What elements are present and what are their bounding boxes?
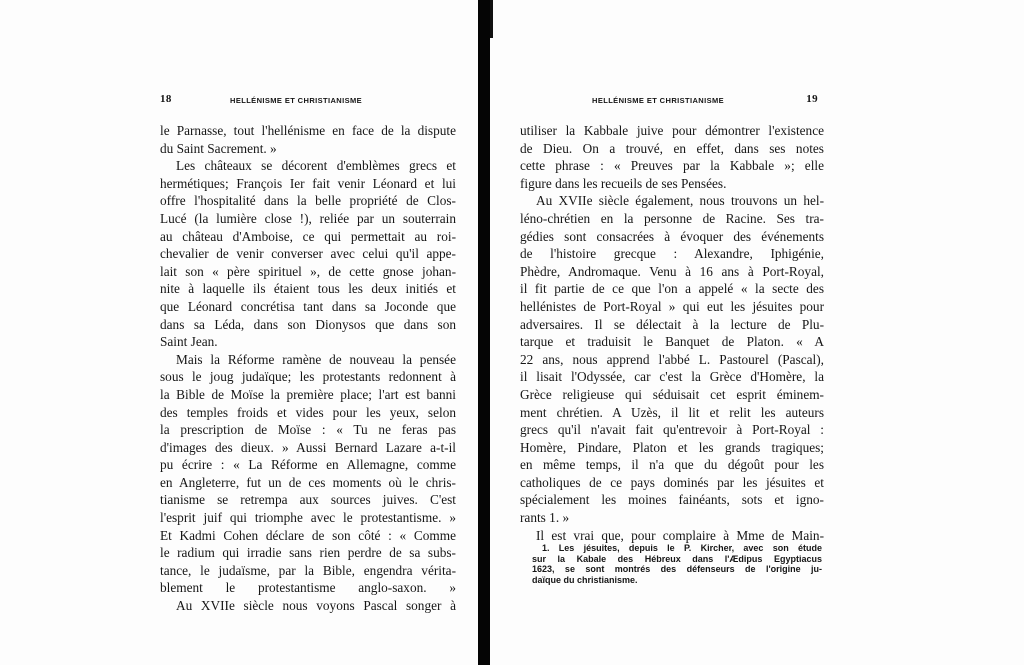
left-running-head xyxy=(150,93,470,112)
gutter-shadow xyxy=(490,0,493,38)
text-line: il fit partie de ce que l'on a appelé « la secte des xyxy=(520,281,824,297)
right-page-number: 19 xyxy=(806,93,818,105)
footnote xyxy=(532,543,822,585)
text-line: Mais la Réforme ramène de nouveau la pensée xyxy=(176,351,456,367)
text-line: au château d'Amboise, ce qui permettait au roi- xyxy=(160,228,456,244)
text-line: en Angleterre, fut un de ces moments où le chris- xyxy=(160,474,456,490)
text-line: blement le protestantisme anglo-saxon. » xyxy=(160,580,456,596)
text-line: grecs qu'il n'avait fait qu'entrevoir à Port-Royal : xyxy=(520,422,824,438)
left-page-number: 18 xyxy=(160,93,172,105)
right-body-text xyxy=(520,122,824,544)
footnote-line: 1623, se sont montrés des défenseurs de l'origine ju- xyxy=(532,564,822,575)
left-running-title: HELLÉNISME ET CHRISTIANISME xyxy=(230,96,363,105)
text-line: l'esprit juif qui triomphe avec le protestantisme. » xyxy=(160,510,456,526)
text-line: léno-chrétien en la personne de Racine. Ses tra- xyxy=(520,210,824,226)
text-line: Et Kadmi Cohen déclare de son côté : « Comme xyxy=(160,527,456,543)
text-line: gédies sont consacrées à évoquer des événements xyxy=(520,228,824,244)
book-gutter xyxy=(478,0,490,665)
text-line: utiliser la Kabbale juive pour démontrer l'existence xyxy=(520,123,824,138)
text-line: lait son « père spirituel », de cette gnose johan- xyxy=(160,263,456,279)
text-line: dans sa Léda, dans son Dionysos que dans son xyxy=(160,316,456,332)
right-running-head xyxy=(512,93,828,112)
text-line: adversaires. Il se délectait à la lecture de Plu- xyxy=(520,316,824,332)
text-line: d'images des dieux. » Aussi Bernard Lazare a-t-il xyxy=(160,439,456,455)
text-line: Grèce religieuse qui séduisait cet esprit éminem- xyxy=(520,386,824,402)
footnote-line: 1. Les jésuites, depuis le P. Kircher, avec son étude xyxy=(542,543,822,553)
text-line: hellénistes de Port-Royal » qui eut les jésuites pour xyxy=(520,298,824,314)
text-line: Au XVIIe siècle également, nous trouvons un hel- xyxy=(536,193,824,209)
text-line: le radium qui irradie sans rien perdre de sa subs- xyxy=(160,545,456,561)
text-line: hermétiques; François Ier fait venir Léonard et lui xyxy=(160,175,456,191)
text-line: 22 ans, nous apprend l'abbé L. Pastourel (Pascal), xyxy=(520,351,824,367)
text-line: tianisme se retrempa aux sources juives. C'est xyxy=(160,492,456,508)
right-running-title: HELLÉNISME ET CHRISTIANISME xyxy=(592,96,725,105)
text-line: sous le joug judaïque; les protestants redonnent à xyxy=(160,369,456,385)
text-line: Il est vrai que, pour complaire à Mme de Main- xyxy=(536,527,824,543)
text-line: cette phrase : « Preuves par la Kabbale »; elle xyxy=(520,158,824,174)
text-line: Phèdre, Andromaque. Venu à 16 ans à Port-Royal, xyxy=(520,263,824,279)
text-line: de Dieu. On a trouvé, en effet, dans ses notes xyxy=(520,140,824,156)
text-line: ment chrétien. A Uzès, il lit et relit les auteurs xyxy=(520,404,824,420)
text-line: offre l'hospitalité dans la belle propriété de Clos- xyxy=(160,193,456,209)
text-line: le Parnasse, tout l'hellénisme en face de la dispute xyxy=(160,123,456,138)
text-line: que Léonard concrétisa tant dans sa Joconde que xyxy=(160,298,456,314)
text-line: Lucé (la lumière close !), reliée par un souterrain xyxy=(160,210,456,226)
text-line: Homère, Pindare, Platon et les grands tragiques; xyxy=(520,439,824,455)
footnote-line: daïque du christianisme. xyxy=(532,574,638,585)
text-line: il lisait l'Odyssée, car c'est la Grèce d'Homère, la xyxy=(520,369,824,385)
text-line: tance, le judaïsme, par la Bible, engendra vérita- xyxy=(160,562,456,578)
text-line: rants 1. » xyxy=(520,510,570,526)
text-line: chevalier de venir converser avec celui qu'il appe- xyxy=(160,246,456,262)
text-line: nite à laquelle ils étaient tous les deux initiés et xyxy=(160,281,456,297)
footnote-line: sur la Kabale des Hébreux dans l'Ædipus Egyptiacus xyxy=(532,553,822,564)
left-body-text xyxy=(160,122,456,615)
text-line: figure dans les recueils de ses Pensées. xyxy=(520,175,727,191)
text-line: de l'histoire grecque : Alexandre, Iphigénie, xyxy=(520,246,824,262)
text-line: des temples froids et vides pour les yeux, selon xyxy=(160,404,456,420)
text-line: spécialement les moines fainéants, sots et igno- xyxy=(520,492,824,508)
text-line: du Saint Sacrement. » xyxy=(160,140,277,156)
text-line: catholiques de ce pays dominés par les jésuites et xyxy=(520,474,824,490)
text-line: la Bible de Moïse la première place; l'art est banni xyxy=(160,386,456,402)
text-line: tarque et traduisit le Banquet de Platon. « A xyxy=(520,334,824,350)
text-line: Au XVIIe siècle nous voyons Pascal songer à xyxy=(176,598,456,614)
text-line: la prescription de Moïse : « Tu ne feras pas xyxy=(160,422,456,438)
text-line: pu écrire : « La Réforme en Allemagne, comme xyxy=(160,457,456,473)
right-page xyxy=(512,0,828,665)
text-line: en même temps, il n'a que du dégoût pour les xyxy=(520,457,824,473)
left-page xyxy=(150,0,470,665)
text-line: Saint Jean. xyxy=(160,334,218,350)
text-line: Les châteaux se décorent d'emblèmes grecs et xyxy=(176,158,456,174)
